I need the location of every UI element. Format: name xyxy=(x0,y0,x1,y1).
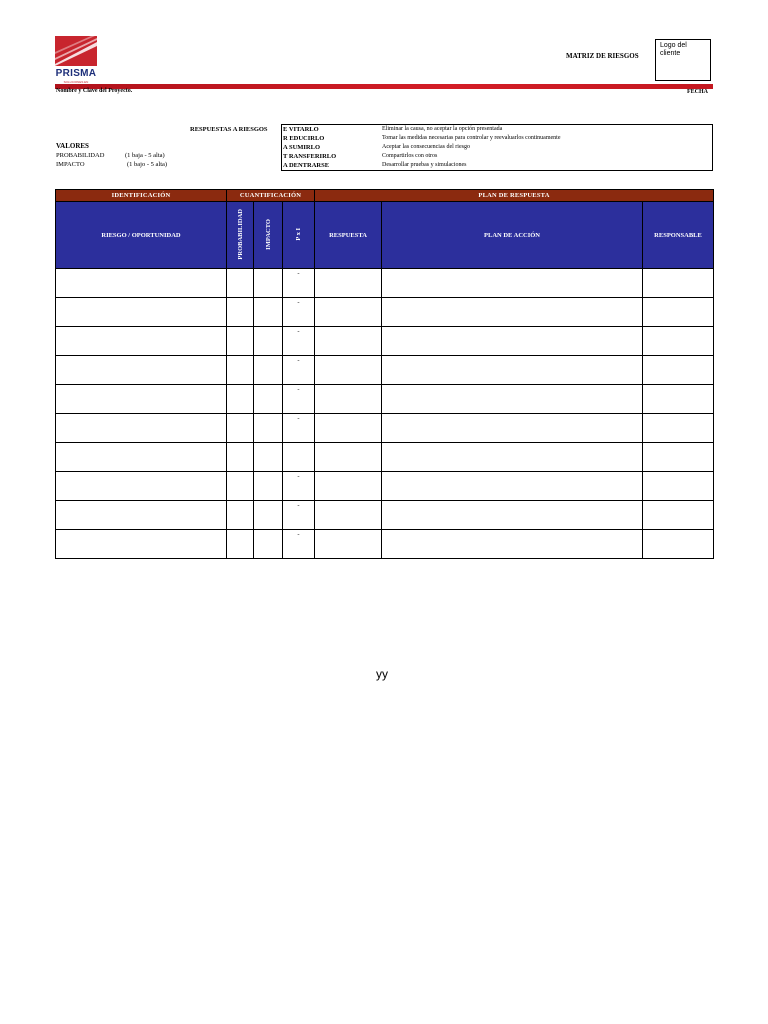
impacto-cell[interactable] xyxy=(254,327,283,356)
header-divider-bar xyxy=(55,84,713,89)
plan-accion-cell[interactable] xyxy=(382,269,643,298)
table-row xyxy=(56,530,714,559)
plan-accion-cell[interactable] xyxy=(382,472,643,501)
section-header-row xyxy=(56,190,714,202)
col-respuesta: RESPUESTA xyxy=(315,202,382,269)
plan-accion-cell[interactable] xyxy=(382,501,643,530)
riesgo-cell[interactable] xyxy=(56,530,227,559)
riesgo-cell[interactable] xyxy=(56,298,227,327)
plan-accion-cell[interactable] xyxy=(382,298,643,327)
impacto-cell[interactable] xyxy=(254,356,283,385)
respuesta-cell[interactable] xyxy=(315,298,382,327)
probabilidad-cell[interactable] xyxy=(227,501,254,530)
impacto-cell[interactable] xyxy=(254,385,283,414)
plan-accion-cell[interactable] xyxy=(382,327,643,356)
respuesta-cell[interactable] xyxy=(315,472,382,501)
table-row xyxy=(56,472,714,501)
responsable-cell[interactable] xyxy=(643,414,714,443)
responsable-cell[interactable] xyxy=(643,327,714,356)
responsable-cell[interactable] xyxy=(643,472,714,501)
col-responsable: RESPONSABLE xyxy=(643,202,714,269)
probabilidad-cell[interactable] xyxy=(227,385,254,414)
probabilidad-cell[interactable] xyxy=(227,530,254,559)
responsable-cell[interactable] xyxy=(643,385,714,414)
project-name-label: Nombre y Clave del Proyecto. xyxy=(56,88,133,94)
logo-tagline: SOLUCIONES EN xyxy=(63,80,89,84)
probabilidad-cell[interactable] xyxy=(227,269,254,298)
respuesta-cell[interactable] xyxy=(315,385,382,414)
pxi-cell[interactable]: - xyxy=(283,414,315,443)
respuesta-cell[interactable] xyxy=(315,530,382,559)
footer-text: yy xyxy=(376,667,388,681)
logo-wordmark: PRISMA xyxy=(55,68,97,79)
responsable-cell[interactable] xyxy=(643,298,714,327)
probabilidad-cell[interactable] xyxy=(227,472,254,501)
table-row xyxy=(56,269,714,298)
plan-accion-cell[interactable] xyxy=(382,356,643,385)
pxi-cell[interactable]: - xyxy=(283,530,315,559)
table-row xyxy=(56,414,714,443)
responsable-cell[interactable] xyxy=(643,356,714,385)
probabilidad-cell[interactable] xyxy=(227,356,254,385)
pxi-cell[interactable]: - xyxy=(283,501,315,530)
responsable-cell[interactable] xyxy=(643,530,714,559)
valores-probabilidad-label: PROBABILIDAD xyxy=(56,152,105,159)
plan-accion-cell[interactable] xyxy=(382,385,643,414)
col-impacto xyxy=(254,202,283,269)
impacto-cell[interactable] xyxy=(254,443,283,472)
valores-probabilidad-range: (1 baja - 5 alta) xyxy=(125,152,165,159)
col-probabilidad-label: PROBABILIDAD xyxy=(236,208,244,260)
document-title: MATRIZ DE RIESGOS xyxy=(566,52,639,60)
response-description: Aceptar las consecuencias del riesgo xyxy=(382,144,470,150)
column-header-row xyxy=(56,202,714,269)
response-key: A SUMIRLO xyxy=(283,144,321,151)
pxi-cell[interactable]: - xyxy=(283,327,315,356)
table-row xyxy=(56,327,714,356)
response-description: Compartirlos con otros xyxy=(382,153,438,159)
matrix-body xyxy=(56,269,714,559)
table-row xyxy=(56,385,714,414)
response-key: R EDUCIRLO xyxy=(283,135,325,142)
responsable-cell[interactable] xyxy=(643,443,714,472)
table-row xyxy=(56,356,714,385)
impacto-cell[interactable] xyxy=(254,530,283,559)
riesgo-cell[interactable] xyxy=(56,501,227,530)
valores-impacto-range: (1 bajo - 5 alta) xyxy=(127,161,168,168)
date-label: FECHA xyxy=(687,89,708,95)
respuesta-cell[interactable] xyxy=(315,501,382,530)
response-key: E VITARLO xyxy=(283,126,319,133)
responses-title: RESPUESTAS A RIESGOS xyxy=(190,126,268,133)
section-identificacion: IDENTIFICACIÓN xyxy=(56,190,227,202)
valores-impacto-label: IMPACTO xyxy=(56,161,85,168)
pxi-cell[interactable]: - xyxy=(283,472,315,501)
client-logo-placeholder: Logo del cliente xyxy=(655,39,711,81)
impacto-cell[interactable] xyxy=(254,269,283,298)
probabilidad-cell[interactable] xyxy=(227,443,254,472)
plan-accion-cell[interactable] xyxy=(382,414,643,443)
plan-accion-cell[interactable] xyxy=(382,443,643,472)
respuesta-cell[interactable] xyxy=(315,269,382,298)
response-key: T RANSFERIRLO xyxy=(283,153,337,160)
col-riesgo-oportunidad: RIESGO / OPORTUNIDAD xyxy=(56,202,227,269)
riesgo-cell[interactable] xyxy=(56,443,227,472)
section-plan-respuesta: PLAN DE RESPUESTA xyxy=(315,190,714,202)
riesgo-cell[interactable] xyxy=(56,356,227,385)
table-row xyxy=(56,443,714,472)
riesgo-cell[interactable] xyxy=(56,327,227,356)
riesgo-cell[interactable] xyxy=(56,414,227,443)
riesgo-cell[interactable] xyxy=(56,269,227,298)
respuesta-cell[interactable] xyxy=(315,443,382,472)
valores-title: VALORES xyxy=(56,142,89,150)
respuesta-cell[interactable] xyxy=(315,414,382,443)
response-description: Eliminar la causa, no aceptar la opción presentada xyxy=(382,126,503,132)
pxi-cell[interactable]: - xyxy=(283,356,315,385)
impacto-cell[interactable] xyxy=(254,298,283,327)
riesgo-cell[interactable] xyxy=(56,385,227,414)
pxi-cell[interactable]: - xyxy=(283,385,315,414)
risk-matrix-table xyxy=(55,189,714,559)
col-impacto-label: IMPACTO xyxy=(264,218,272,250)
respuesta-cell[interactable] xyxy=(315,327,382,356)
riesgo-cell[interactable] xyxy=(56,472,227,501)
responsable-cell[interactable] xyxy=(643,269,714,298)
section-cuantificacion: CUANTIFICACIÓN xyxy=(227,190,315,202)
col-probabilidad xyxy=(227,202,254,269)
response-description: Tomar las medidas necesarias para controlar y reevaluarlos continuamente xyxy=(382,135,561,141)
col-plan-accion: PLAN DE ACCIÓN xyxy=(382,202,643,269)
response-key: A DENTRARSE xyxy=(283,162,330,169)
plan-accion-cell[interactable] xyxy=(382,530,643,559)
respuesta-cell[interactable] xyxy=(315,356,382,385)
col-pxi xyxy=(283,202,315,269)
pxi-cell[interactable] xyxy=(283,443,315,472)
impacto-cell[interactable] xyxy=(254,414,283,443)
col-pxi-label: P x I xyxy=(295,227,302,241)
table-row xyxy=(56,298,714,327)
pxi-cell[interactable]: - xyxy=(283,269,315,298)
response-description: Desarrollar pruebas y simulaciones xyxy=(382,162,467,168)
impacto-cell[interactable] xyxy=(254,472,283,501)
probabilidad-cell[interactable] xyxy=(227,414,254,443)
probabilidad-cell[interactable] xyxy=(227,298,254,327)
responses-legend xyxy=(281,124,713,171)
impacto-cell[interactable] xyxy=(254,501,283,530)
table-row xyxy=(56,501,714,530)
responsable-cell[interactable] xyxy=(643,501,714,530)
probabilidad-cell[interactable] xyxy=(227,327,254,356)
pxi-cell[interactable]: - xyxy=(283,298,315,327)
